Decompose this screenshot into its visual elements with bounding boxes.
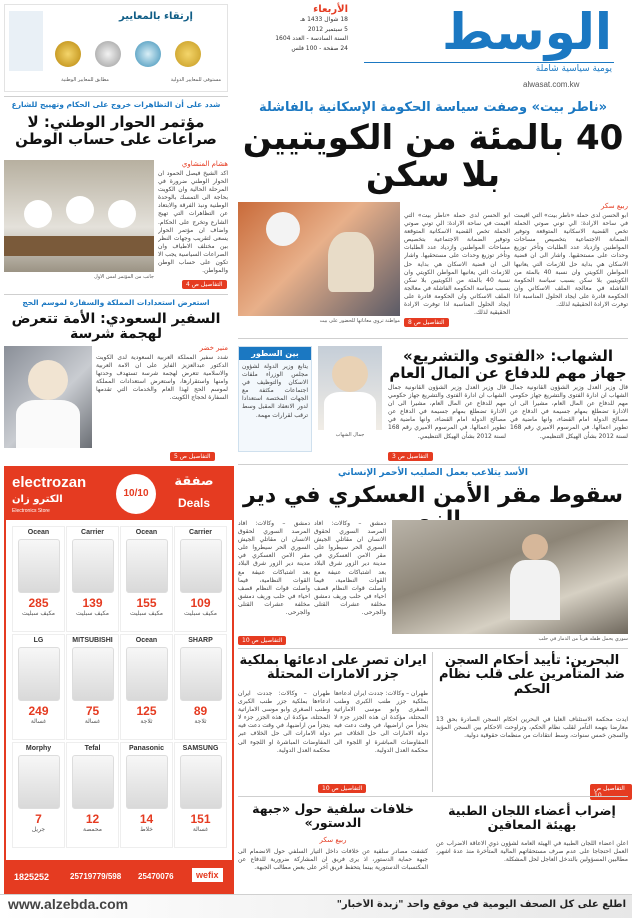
phone-1[interactable]: 1825252 <box>14 872 50 882</box>
between-lines-body: يتابع وزير الدولة لشؤون مجلس الوزراء ملفات الاسكان والتوظيف في اجتماعات مكثفة مع الجهات المختصة استعدادا لدور الانعقاد المقبل وسط ترقب لقرارات مهمة. <box>242 363 308 419</box>
store-sub: Electronics Store <box>12 508 50 514</box>
lead-body-col2: ابو الحسن لدى حملة «ناطر بيت» التي اقيمت في ساحة الارادة: الي توني صوتي الحملة تخص القضية الاسكانية المتوقعة وتوفير الضمانة الاجتماعية بتخصيص مساحات المواطنين وازدياد عدد الطلبات وتأخر توزيع وحدات على مستحقيها. واشار الى ان قضية الاسكان هي بداية حل للازمات التي يعانيها المواطن الكويتي وان نسبة 40 بالمئة من الكويتيين بلا سكن بسبب سياسة الحكومة الفاشلة في معالجة الملف الاسكاني وان الحكومة قادرة على ايجاد الحلول المناسبة اذا توفرت الارادة الحقيقية لذلك. <box>404 212 510 316</box>
divider <box>4 96 228 97</box>
saudi-byline: منير خضر <box>199 344 228 352</box>
salafi-body: كشفت مصادر سلفية عن خلافات داخل التيار السلفي حول الانضمام الى جبهة حماية الدستور، اذ يرى فريق ان المشاركة ضرورية للدفاع عن المكتسبات الدستورية بينما يتحفظ فريق آخر على بعض مطالب الجبهة. <box>238 848 428 872</box>
product-brand: MITSUBISHI <box>72 637 113 644</box>
product-label: مكيف سبليت <box>130 610 163 617</box>
deal-badge: 10/10 <box>116 474 156 514</box>
saudi-headline[interactable]: السفير السعودي: الأمة تتعرض لهجمة شرسة <box>11 311 221 343</box>
phone-3[interactable]: 25470076 <box>138 872 174 881</box>
year-issue: السنة السادسة - العدد 1604 <box>275 35 348 43</box>
between-lines-title: بين السطور <box>239 347 311 360</box>
divider <box>238 338 628 339</box>
store-name-ar: الكترو زان <box>12 494 63 505</box>
product-price: 14 <box>139 812 154 826</box>
product-price: 285 <box>28 596 49 610</box>
product-brand: Ocean <box>135 529 158 536</box>
product-label: غسالة <box>84 718 101 725</box>
shehab-body-col2: قال وزير العدل وزير الشؤون القانونية جمال الشهاب ان ادارة الفتوى والتشريع جهاز حكومي مهم للدفاع عن المال العام، مشيرا الى ان الادارة تضطلع بمهام جسيمة في الدفاع عن مصالح الدولة امام القضاء، وانها ماضية في تطوير اعمالها. في المرسوم الاميري رقم 168 لسنة 2012 بشأن الهيكل التنظيمي. <box>388 384 506 440</box>
wefix-logo: wefix <box>192 868 223 882</box>
product-brand: Ocean <box>27 529 50 536</box>
syria-body: دمشق – وكالات: افاد المرصد السوري لحقوق الانسان ان مقاتلي الجيش السوري الحر سيطروا على مقر الامن العسكري في مدينة دير الزور شرق البلاد بعد اشتباكات عنيفة مع القوات النظامية، فيما واصلت قوات النظام قصف احياء في حلب وريف دمشق مخلفة عشرات القتلى والجرحى. <box>238 520 310 617</box>
product-price: 75 <box>85 704 100 718</box>
product-label: جريل <box>31 826 46 833</box>
product-image <box>72 647 114 701</box>
person-icon <box>332 356 368 392</box>
masthead <box>0 0 632 96</box>
product-label: غسالة <box>192 826 209 833</box>
hijri-date: 18 شوال 1433 هـ <box>300 16 348 23</box>
syria-kicker: الأسد يتلاعب بعمل الصليب الأحمر الإنساني <box>338 468 528 478</box>
badge-icon <box>135 41 161 67</box>
divider <box>238 796 628 797</box>
product-card[interactable] <box>66 742 119 848</box>
dialogue-continued[interactable]: التفاصيل ص 4 <box>182 280 227 289</box>
medical-body: اعلن اعضاء اللجان الطبية في الهيئة العامة لشؤون ذوي الاعاقة الاضراب عن العمل احتجاجا على عدم صرف مستحقاتهم المالية المتأخرة منذ عدة اشهر، مطالبين المسؤولين بالتدخل العاجل لحل المشكلة. <box>436 840 628 864</box>
iran-body-col2: طهران – وكالات: جددت ايران ادعاءها بملكية جزر طنب الكبرى وطنب الصغرى وابو موسى الاماراتية المحتلة، مؤكدة ان هذه الجزر جزء لا يتجزأ من اراضيها، في وقت دعت فيه دولة الامارات الى حل الخلاف عبر المفاوضات المباشرة او اللجوء الى محكمة العدل الدولية. <box>334 690 428 754</box>
product-card[interactable] <box>12 742 65 848</box>
product-price: 155 <box>136 596 157 610</box>
table-shape <box>4 236 154 256</box>
dialogue-body: اكد الشيخ فيصل الحمود ان الحوار الوطني ضرورة في المرحلة الحالية وان الكويت بحاجة الى التمسك بالوحدة الوطنية ونبذ الفرقة والابتعاد عن التظاهرات التي تهيج الشارع وتخرج على الحكام. واضاف ان مؤتمر الحوار يسعى لتقريب وجهات النظر بين مختلف الاطياف وان الصراعات السياسية يجب الا تكون على حساب الوطن والمواطن. <box>158 170 228 274</box>
product-card[interactable] <box>174 526 227 632</box>
divider <box>432 652 433 792</box>
lead-byline: ربيع سكر <box>601 202 628 210</box>
pages-price: 24 صفحة - 100 فلس <box>291 44 348 52</box>
product-card[interactable] <box>66 526 119 632</box>
product-card[interactable] <box>120 526 173 632</box>
lead-photo-caption: مواطنة تروي معاناتها للحضور على بيت <box>319 318 400 324</box>
shehab-photo-caption: جمال الشهاب <box>335 432 365 438</box>
ad-logo-panel <box>9 11 43 71</box>
deal-en: Deals <box>177 496 211 510</box>
store-name-en: electrozan <box>12 474 87 491</box>
product-brand: Carrier <box>189 529 212 536</box>
product-label: ثلاجة <box>140 718 153 725</box>
product-card[interactable] <box>174 634 227 740</box>
product-label: ثلاجة <box>194 718 207 725</box>
seal-icon <box>175 41 201 67</box>
product-label: مكيف سبليت <box>76 610 109 617</box>
ad-slogan: إرتقاء بالمعايير <box>119 11 193 22</box>
bahrain-headline[interactable]: البحرين: تأييد أحكام السجن ضد المتآمرين على قلب نظام الحكم <box>438 653 625 697</box>
person-icon <box>16 400 80 448</box>
product-brand: LG <box>33 637 44 644</box>
dialogue-byline: هشام المنشاوي <box>181 160 228 168</box>
product-image <box>180 539 222 593</box>
product-card[interactable] <box>12 526 65 632</box>
product-price: 151 <box>190 812 211 826</box>
product-label: خلاط <box>140 826 153 833</box>
gregorian-date: 5 سبتمبر 2012 <box>307 25 348 33</box>
footer-site[interactable]: www.alzebda.com <box>8 896 129 912</box>
lead-body: ابو الحسن لدى حملة «ناطر بيت» التي اقيمت في ساحة الارادة: الي توني صوتي الحملة تخص القضية الاسكانية المتوقعة وتوفير الضمانة الاجتماعية بتخصيص مساحات المواطنين وازدياد عدد الطلبات وتأخر توزيع وحدات على مستحقيها. واشار الى ان قضية الاسكان هي بداية حل للازمات التي يعانيها المواطن الكويتي وان نسبة 40 بالمئة من الكويتيين بلا سكن بسبب سياسة الحكومة الفاشلة في معالجة الملف الاسكاني وان الحكومة قادرة على ايجاد الحلول المناسبة اذا توفرت الارادة الحقيقية لذلك. <box>514 212 628 309</box>
product-price: 89 <box>193 704 208 718</box>
lead-headline[interactable]: 40 بالمئة من الكويتيين بلا سكن <box>242 118 624 196</box>
newspaper-logo[interactable]: الوسط <box>442 3 612 61</box>
product-brand: SAMSUNG <box>182 745 219 752</box>
product-label: مكيف سبليت <box>22 610 55 617</box>
divider <box>238 464 628 465</box>
product-image <box>72 755 114 809</box>
tagline: يومية سياسية شاملة <box>535 64 612 74</box>
date-box <box>238 4 348 74</box>
person-icon <box>24 200 52 228</box>
product-brand: Carrier <box>81 529 104 536</box>
product-price: 139 <box>82 596 103 610</box>
logo-rule <box>364 62 614 63</box>
product-image <box>126 755 168 809</box>
bahrain-body: ايدت محكمة الاستئناف العليا في البحرين احكام السجن الصادرة بحق 13 معارضا بتهمة التآمر لقلب نظام الحكم، وتراوحت الاحكام بين السجن المؤبد والسجن خمس سنوات، وسط انتقادات من منظمات حقوقية دولية. <box>436 716 628 740</box>
salafi-headline[interactable]: خلافات سلفية حول «جبهة الدستور» <box>252 801 414 830</box>
shehab-continued[interactable]: التفاصيل ص 3 <box>388 452 433 461</box>
product-image <box>18 539 60 593</box>
product-label: محمصة <box>83 826 102 833</box>
product-card[interactable] <box>120 742 173 848</box>
saudi-continued[interactable]: التفاصيل ص 5 <box>170 452 215 461</box>
product-card[interactable] <box>12 634 65 740</box>
person-icon <box>510 560 560 620</box>
product-card[interactable] <box>120 634 173 740</box>
lead-photo[interactable] <box>238 202 400 316</box>
bahrain-continued[interactable]: التفاصيل ص <box>590 784 632 800</box>
saudi-kicker: استعرض استعدادات المملكة والسفارة لموسم الحج <box>22 298 210 307</box>
iran-headline[interactable]: ايران تصر على ادعائها بملكية جزر الامارات المحتلة <box>239 653 427 683</box>
product-price: 109 <box>190 596 211 610</box>
product-price: 7 <box>35 812 42 826</box>
product-label: مكيف سبليت <box>184 610 217 617</box>
lead-kicker: «ناطر بيت» وصفت سياسة الحكومة الإسكانية بالفاشلة <box>258 100 608 115</box>
product-brand: SHARP <box>188 637 213 644</box>
website-url[interactable]: alwasat.com.kw <box>523 80 580 89</box>
phone-2[interactable]: 25719779/598 <box>70 872 122 881</box>
person-icon <box>28 360 68 400</box>
electrozan-ad[interactable] <box>4 466 234 896</box>
syria-body-col2: دمشق – وكالات: افاد المرصد السوري لحقوق الانسان ان مقاتلي الجيش السوري الحر سيطروا على مقر الامن العسكري في مدينة دير الزور شرق البلاد بعد اشتباكات عنيفة مع القوات النظامية، فيما واصلت قوات النظام قصف احياء في حلب وريف دمشق مخلفة عشرات القتلى والجرحى. <box>314 520 386 617</box>
syria-photo[interactable] <box>392 520 628 634</box>
person-icon <box>108 200 136 228</box>
lead-continued[interactable]: التفاصيل ص 8 <box>404 318 449 327</box>
product-brand: Ocean <box>135 637 158 644</box>
dialogue-kicker: شدد على أن التظاهرات خروج على الحكام وتهييج للشارع <box>11 100 221 109</box>
product-grid <box>10 526 228 856</box>
product-brand: Morphy <box>25 745 52 752</box>
ad-caption-2: مطابق للمعايير الوطنية <box>61 77 109 83</box>
product-label: غسالة <box>30 718 47 725</box>
syria-photo-caption: سوري يحمل طفله هرباً من الدمار في حلب <box>538 636 628 642</box>
syria-headline[interactable]: سقوط مقر الأمن العسكري في دير <box>242 483 624 508</box>
product-card[interactable] <box>66 634 119 740</box>
shehab-photo[interactable] <box>318 346 382 430</box>
saudi-photo[interactable] <box>4 346 92 448</box>
person-icon <box>328 232 374 292</box>
product-image <box>180 647 222 701</box>
syria-continued[interactable]: التفاصيل ص 10 <box>238 636 286 645</box>
divider <box>238 648 628 649</box>
top-ad[interactable] <box>4 4 228 92</box>
deal-ar: صفقة <box>174 474 214 489</box>
salafi-byline: ربيع سكر <box>319 836 347 844</box>
product-brand: Panasonic <box>128 745 164 752</box>
product-image <box>18 647 60 701</box>
person-icon <box>266 212 300 246</box>
between-lines-box <box>238 346 312 452</box>
product-image <box>180 755 222 809</box>
product-price: 125 <box>136 704 157 718</box>
saudi-body: شدد سفير المملكة العربية السعودية لدى الكويت الدكتور عبدالعزيز الفايز على ان الامة العربية والاسلامية تتعرض لهجمة شرسة تستهدف وحدتها وامنها واستقرارها، واستعرض استعدادات المملكة لموسم الحج لهذا العام والخدمات التي تقدمها السفارة لحجاج الكويت. <box>96 354 228 402</box>
iran-continued[interactable]: التفاصيل ص 10 <box>318 784 366 793</box>
product-price: 249 <box>28 704 49 718</box>
dialogue-photo-caption: جانب من المؤتمر امس الاول <box>94 274 154 280</box>
product-image <box>18 755 60 809</box>
person-icon <box>324 392 376 430</box>
product-brand: Tefal <box>84 745 101 752</box>
shehab-headline[interactable]: الشهاب: «الفتوى والتشريع» جهاز مهم للدفاع عن المال العام <box>389 347 627 382</box>
product-price: 12 <box>85 812 100 826</box>
person-icon <box>66 196 94 224</box>
product-image <box>72 539 114 593</box>
award-icon <box>55 41 81 67</box>
iran-body: طهران – وكالات: جددت ايران ادعاءها بملكية جزر طنب الكبرى وطنب الصغرى وابو موسى الاماراتية المحتلة، مؤكدة ان هذه الجزر جزء لا يتجزأ من اراضيها، في وقت دعت فيه دولة الامارات الى حل الخلاف عبر المفاوضات المباشرة او اللجوء الى محكمة العدل الدولية. <box>238 690 330 754</box>
medical-headline[interactable]: إضراب أعضاء اللجان الطبية بهيئة المعاقين <box>448 803 616 832</box>
product-card[interactable] <box>174 742 227 848</box>
day-name: الأربعاء <box>313 4 348 15</box>
product-image <box>126 539 168 593</box>
divider <box>4 294 228 295</box>
dialogue-headline[interactable]: مؤتمر الحوار الوطني: لا صراعات على حساب الوطن <box>15 113 217 148</box>
medal-icon <box>95 41 121 67</box>
ad-caption-1: مستوفى للمعايير الدولية <box>170 77 221 83</box>
product-image <box>126 647 168 701</box>
dialogue-photo[interactable] <box>4 160 154 272</box>
shehab-body: قال وزير العدل وزير الشؤون القانونية جمال الشهاب ان ادارة الفتوى والتشريع جهاز حكومي مهم للدفاع عن المال العام، مشيرا الى ان الادارة تضطلع بمهام جسيمة في الدفاع عن مصالح الدولة امام القضاء، وانها ماضية في تطوير اعمالها. في المرسوم الاميري رقم 168 لسنة 2012 بشأن الهيكل التنظيمي. <box>510 384 628 440</box>
footer-promo[interactable]: اطلع على كل الصحف اليومية في موقع واحد "زبدة الأخبار" <box>336 899 626 910</box>
person-icon <box>522 534 548 560</box>
